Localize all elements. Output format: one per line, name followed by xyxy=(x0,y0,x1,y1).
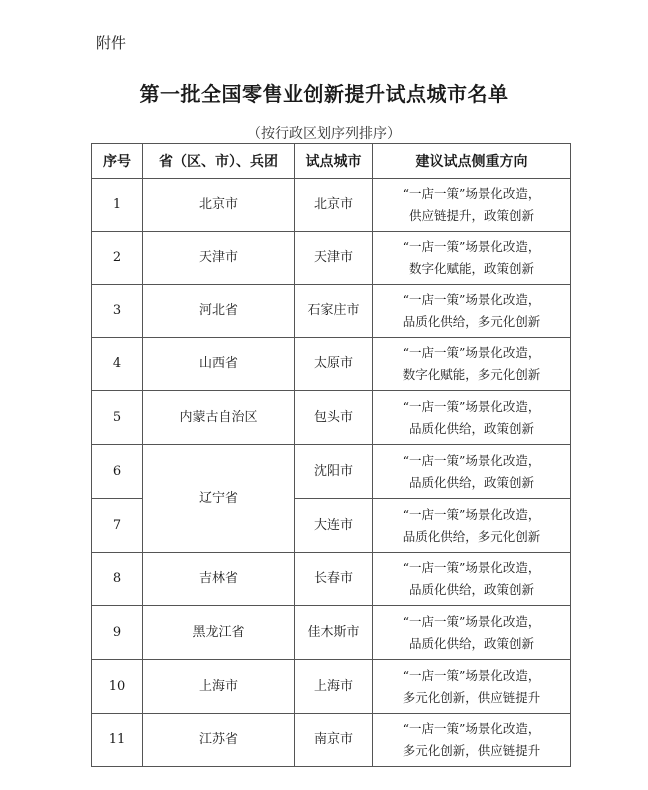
pilot-city-table xyxy=(91,143,571,767)
city-cell: 上海市 xyxy=(295,660,373,714)
direction-line-2: 品质化供给，政策创新 xyxy=(408,582,534,597)
serial-cell: 11 xyxy=(92,714,143,767)
province-cell: 山西省 xyxy=(143,338,295,391)
serial-cell: 4 xyxy=(92,338,143,391)
direction-cell xyxy=(373,338,571,391)
table-row xyxy=(92,391,571,445)
header-serial: 序号 xyxy=(92,144,143,179)
direction-line-1: “一店一策”场景化改造， xyxy=(402,398,541,414)
direction-cell xyxy=(373,499,571,553)
city-cell: 天津市 xyxy=(295,232,373,285)
header-city: 试点城市 xyxy=(295,144,373,179)
serial-cell: 2 xyxy=(92,232,143,285)
direction-line-2: 多元化创新，供应链提升 xyxy=(402,689,541,705)
direction-line-1: “一店一策”场景化改造， xyxy=(402,239,541,254)
table-row xyxy=(92,445,571,499)
direction-line-2: 多元化创新，供应链提升 xyxy=(402,743,541,758)
city-cell: 南京市 xyxy=(295,714,373,767)
city-cell: 大连市 xyxy=(295,499,373,553)
serial-cell: 7 xyxy=(92,499,143,553)
direction-cell xyxy=(373,660,571,714)
document-title: 第一批全国零售业创新提升试点城市名单 xyxy=(139,82,509,106)
city-cell: 石家庄市 xyxy=(295,285,373,338)
serial-cell: 5 xyxy=(92,391,143,445)
direction-line-2: 品质化供给，多元化创新 xyxy=(402,314,541,329)
direction-cell xyxy=(373,714,571,767)
direction-line-1: “一店一策”场景化改造， xyxy=(402,721,541,736)
province-cell: 天津市 xyxy=(143,232,295,285)
direction-cell xyxy=(373,445,571,499)
direction-cell xyxy=(373,606,571,660)
province-cell: 河北省 xyxy=(143,285,295,338)
table-row xyxy=(92,660,571,714)
table-row xyxy=(92,606,571,660)
direction-line-1: “一店一策”场景化改造， xyxy=(402,345,541,360)
province-cell: 江苏省 xyxy=(143,714,295,767)
attachment-label: 附件 xyxy=(96,34,127,52)
direction-line-2: 品质化供给，政策创新 xyxy=(408,474,534,490)
direction-line-1: “一店一策”场景化改造， xyxy=(402,292,541,307)
serial-cell: 3 xyxy=(92,285,143,338)
direction-line-2: 品质化供给，多元化创新 xyxy=(402,528,541,544)
city-cell: 包头市 xyxy=(295,391,373,445)
table-header-row xyxy=(92,144,571,179)
serial-cell: 10 xyxy=(92,660,143,714)
province-cell: 吉林省 xyxy=(143,553,295,606)
document-subtitle: （按行政区划序列排序） xyxy=(247,126,401,142)
city-cell: 沈阳市 xyxy=(295,445,373,499)
direction-cell xyxy=(373,553,571,606)
province-cell: 上海市 xyxy=(143,660,295,714)
serial-cell: 8 xyxy=(92,553,143,606)
direction-line-1: “一店一策”场景化改造， xyxy=(402,560,541,575)
direction-line-1: “一店一策”场景化改造， xyxy=(402,613,541,629)
direction-line-2: 供应链提升，政策创新 xyxy=(408,208,534,223)
direction-line-1: “一店一策”场景化改造， xyxy=(402,452,541,468)
direction-cell xyxy=(373,285,571,338)
direction-line-1: “一店一策”场景化改造， xyxy=(402,506,541,522)
direction-cell xyxy=(373,179,571,232)
table-row xyxy=(92,285,571,338)
serial-cell: 9 xyxy=(92,606,143,660)
direction-line-2: 品质化供给，政策创新 xyxy=(408,420,534,436)
city-cell: 北京市 xyxy=(295,179,373,232)
province-cell-merged: 辽宁省 xyxy=(143,445,295,553)
province-cell: 内蒙古自治区 xyxy=(143,391,295,445)
table-row xyxy=(92,232,571,285)
header-province: 省（区、市）、兵团 xyxy=(143,144,295,179)
direction-cell xyxy=(373,232,571,285)
direction-line-2: 数字化赋能，政策创新 xyxy=(408,261,534,276)
direction-line-1: “一店一策”场景化改造， xyxy=(402,186,541,201)
header-direction: 建议试点侧重方向 xyxy=(373,144,571,179)
serial-cell: 6 xyxy=(92,445,143,499)
table-row xyxy=(92,338,571,391)
direction-line-2: 品质化供给，政策创新 xyxy=(408,635,534,651)
table-row xyxy=(92,714,571,767)
serial-cell: 1 xyxy=(92,179,143,232)
table-row xyxy=(92,553,571,606)
province-cell: 北京市 xyxy=(143,179,295,232)
city-cell: 太原市 xyxy=(295,338,373,391)
city-cell: 长春市 xyxy=(295,553,373,606)
province-cell: 黑龙江省 xyxy=(143,606,295,660)
city-cell: 佳木斯市 xyxy=(295,606,373,660)
table-row xyxy=(92,179,571,232)
direction-cell xyxy=(373,391,571,445)
direction-line-1: “一店一策”场景化改造， xyxy=(402,667,541,683)
direction-line-2: 数字化赋能，多元化创新 xyxy=(402,367,541,382)
